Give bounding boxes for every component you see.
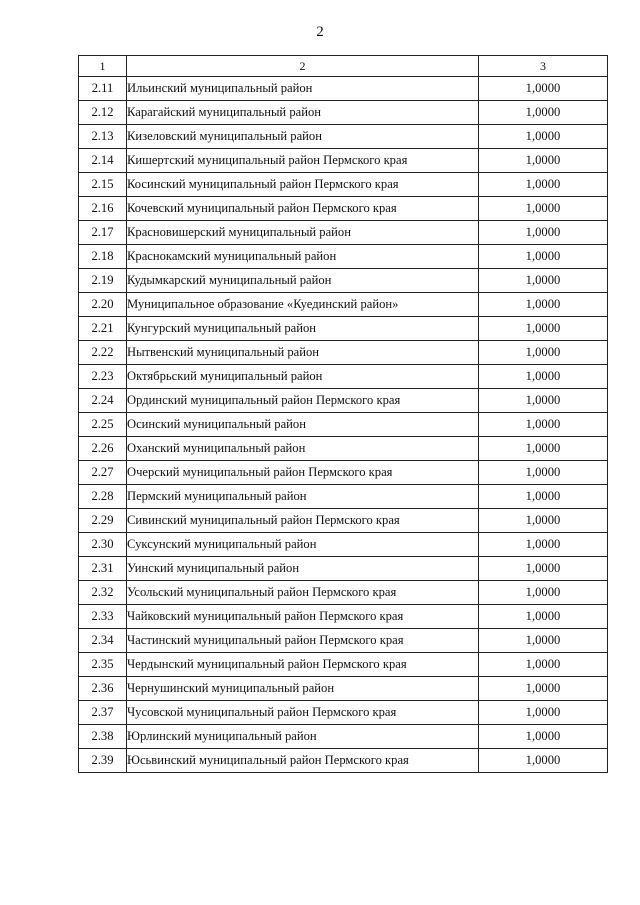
row-number-cell: 2.24 — [79, 389, 127, 413]
table-row — [79, 245, 608, 269]
municipality-name-cell: Муниципальное образование «Куединский район» — [127, 293, 479, 317]
row-number-cell: 2.22 — [79, 341, 127, 365]
row-number-cell: 2.12 — [79, 101, 127, 125]
coefficient-value-cell: 1,0000 — [479, 365, 608, 389]
coefficient-value-cell: 1,0000 — [479, 605, 608, 629]
row-number-cell: 2.33 — [79, 605, 127, 629]
row-number-cell: 2.26 — [79, 437, 127, 461]
coefficient-value-cell: 1,0000 — [479, 461, 608, 485]
row-number-cell: 2.11 — [79, 77, 127, 101]
table-row — [79, 629, 608, 653]
table-row — [79, 653, 608, 677]
table-row — [79, 173, 608, 197]
row-number-cell: 2.37 — [79, 701, 127, 725]
municipality-name-cell: Ординский муниципальный район Пермского края — [127, 389, 479, 413]
table-row — [79, 341, 608, 365]
municipality-name-cell: Осинский муниципальный район — [127, 413, 479, 437]
municipality-name-cell: Частинский муниципальный район Пермского края — [127, 629, 479, 653]
table-row — [79, 293, 608, 317]
row-number-cell: 2.16 — [79, 197, 127, 221]
column-header-name: 2 — [127, 56, 479, 77]
row-number-cell: 2.34 — [79, 629, 127, 653]
coefficient-value-cell: 1,0000 — [479, 749, 608, 773]
coefficient-value-cell: 1,0000 — [479, 125, 608, 149]
municipality-name-cell: Карагайский муниципальный район — [127, 101, 479, 125]
column-header-number: 1 — [79, 56, 127, 77]
row-number-cell: 2.27 — [79, 461, 127, 485]
municipality-name-cell: Красновишерский муниципальный район — [127, 221, 479, 245]
municipality-name-cell: Кунгурский муниципальный район — [127, 317, 479, 341]
coefficient-value-cell: 1,0000 — [479, 245, 608, 269]
municipality-name-cell: Косинский муниципальный район Пермского края — [127, 173, 479, 197]
row-number-cell: 2.39 — [79, 749, 127, 773]
coefficient-value-cell: 1,0000 — [479, 173, 608, 197]
table-row — [79, 533, 608, 557]
row-number-cell: 2.14 — [79, 149, 127, 173]
column-header-value: 3 — [479, 56, 608, 77]
table-row — [79, 101, 608, 125]
table-header-row — [79, 56, 608, 77]
coefficient-value-cell: 1,0000 — [479, 677, 608, 701]
row-number-cell: 2.23 — [79, 365, 127, 389]
municipality-name-cell: Октябрьский муниципальный район — [127, 365, 479, 389]
table-row — [79, 581, 608, 605]
coefficient-value-cell: 1,0000 — [479, 341, 608, 365]
row-number-cell: 2.15 — [79, 173, 127, 197]
municipality-name-cell: Юрлинский муниципальный район — [127, 725, 479, 749]
row-number-cell: 2.35 — [79, 653, 127, 677]
table-row — [79, 557, 608, 581]
row-number-cell: 2.29 — [79, 509, 127, 533]
coefficient-value-cell: 1,0000 — [479, 293, 608, 317]
table-row — [79, 677, 608, 701]
municipality-name-cell: Оханский муниципальный район — [127, 437, 479, 461]
row-number-cell: 2.20 — [79, 293, 127, 317]
coefficient-value-cell: 1,0000 — [479, 437, 608, 461]
coefficient-value-cell: 1,0000 — [479, 149, 608, 173]
municipality-name-cell: Чайковский муниципальный район Пермского края — [127, 605, 479, 629]
table-row — [79, 749, 608, 773]
table-row — [79, 461, 608, 485]
row-number-cell: 2.21 — [79, 317, 127, 341]
coefficient-value-cell: 1,0000 — [479, 269, 608, 293]
municipality-name-cell: Кизеловский муниципальный район — [127, 125, 479, 149]
row-number-cell: 2.17 — [79, 221, 127, 245]
coefficient-value-cell: 1,0000 — [479, 77, 608, 101]
municipality-name-cell: Кочевский муниципальный район Пермского края — [127, 197, 479, 221]
table-row — [79, 77, 608, 101]
coefficient-value-cell: 1,0000 — [479, 101, 608, 125]
row-number-cell: 2.31 — [79, 557, 127, 581]
table-row — [79, 365, 608, 389]
coefficients-table — [78, 55, 608, 773]
municipality-name-cell: Сивинский муниципальный район Пермского края — [127, 509, 479, 533]
row-number-cell: 2.25 — [79, 413, 127, 437]
coefficient-value-cell: 1,0000 — [479, 557, 608, 581]
page-number: 2 — [316, 24, 324, 40]
table-row — [79, 389, 608, 413]
municipality-name-cell: Ильинский муниципальный район — [127, 77, 479, 101]
municipality-name-cell: Усольский муниципальный район Пермского края — [127, 581, 479, 605]
municipality-name-cell: Чердынский муниципальный район Пермского края — [127, 653, 479, 677]
coefficient-value-cell: 1,0000 — [479, 413, 608, 437]
row-number-cell: 2.30 — [79, 533, 127, 557]
table-row — [79, 221, 608, 245]
coefficient-value-cell: 1,0000 — [479, 389, 608, 413]
row-number-cell: 2.13 — [79, 125, 127, 149]
table-row — [79, 509, 608, 533]
municipality-name-cell: Чернушинский муниципальный район — [127, 677, 479, 701]
municipality-name-cell: Суксунский муниципальный район — [127, 533, 479, 557]
municipality-name-cell: Юсьвинский муниципальный район Пермского края — [127, 749, 479, 773]
coefficient-value-cell: 1,0000 — [479, 197, 608, 221]
table-row — [79, 485, 608, 509]
municipality-name-cell: Очерский муниципальный район Пермского края — [127, 461, 479, 485]
row-number-cell: 2.19 — [79, 269, 127, 293]
table-row — [79, 317, 608, 341]
coefficient-value-cell: 1,0000 — [479, 701, 608, 725]
coefficient-value-cell: 1,0000 — [479, 221, 608, 245]
row-number-cell: 2.38 — [79, 725, 127, 749]
municipality-name-cell: Кудымкарский муниципальный район — [127, 269, 479, 293]
table-row — [79, 269, 608, 293]
table-row — [79, 125, 608, 149]
municipality-name-cell: Краснокамский муниципальный район — [127, 245, 479, 269]
coefficient-value-cell: 1,0000 — [479, 629, 608, 653]
row-number-cell: 2.32 — [79, 581, 127, 605]
coefficient-value-cell: 1,0000 — [479, 509, 608, 533]
table-row — [79, 413, 608, 437]
municipality-name-cell: Пермский муниципальный район — [127, 485, 479, 509]
table-row — [79, 725, 608, 749]
table-row — [79, 605, 608, 629]
municipality-name-cell: Чусовской муниципальный район Пермского края — [127, 701, 479, 725]
municipality-name-cell: Нытвенский муниципальный район — [127, 341, 479, 365]
table-row — [79, 701, 608, 725]
row-number-cell: 2.36 — [79, 677, 127, 701]
coefficient-value-cell: 1,0000 — [479, 317, 608, 341]
coefficient-value-cell: 1,0000 — [479, 725, 608, 749]
coefficient-value-cell: 1,0000 — [479, 581, 608, 605]
table-row — [79, 149, 608, 173]
row-number-cell: 2.28 — [79, 485, 127, 509]
coefficient-value-cell: 1,0000 — [479, 533, 608, 557]
row-number-cell: 2.18 — [79, 245, 127, 269]
municipality-name-cell: Кишертский муниципальный район Пермского края — [127, 149, 479, 173]
coefficient-value-cell: 1,0000 — [479, 653, 608, 677]
municipality-name-cell: Уинский муниципальный район — [127, 557, 479, 581]
table-body — [79, 77, 608, 773]
coefficient-value-cell: 1,0000 — [479, 485, 608, 509]
table-row — [79, 197, 608, 221]
table-row — [79, 437, 608, 461]
